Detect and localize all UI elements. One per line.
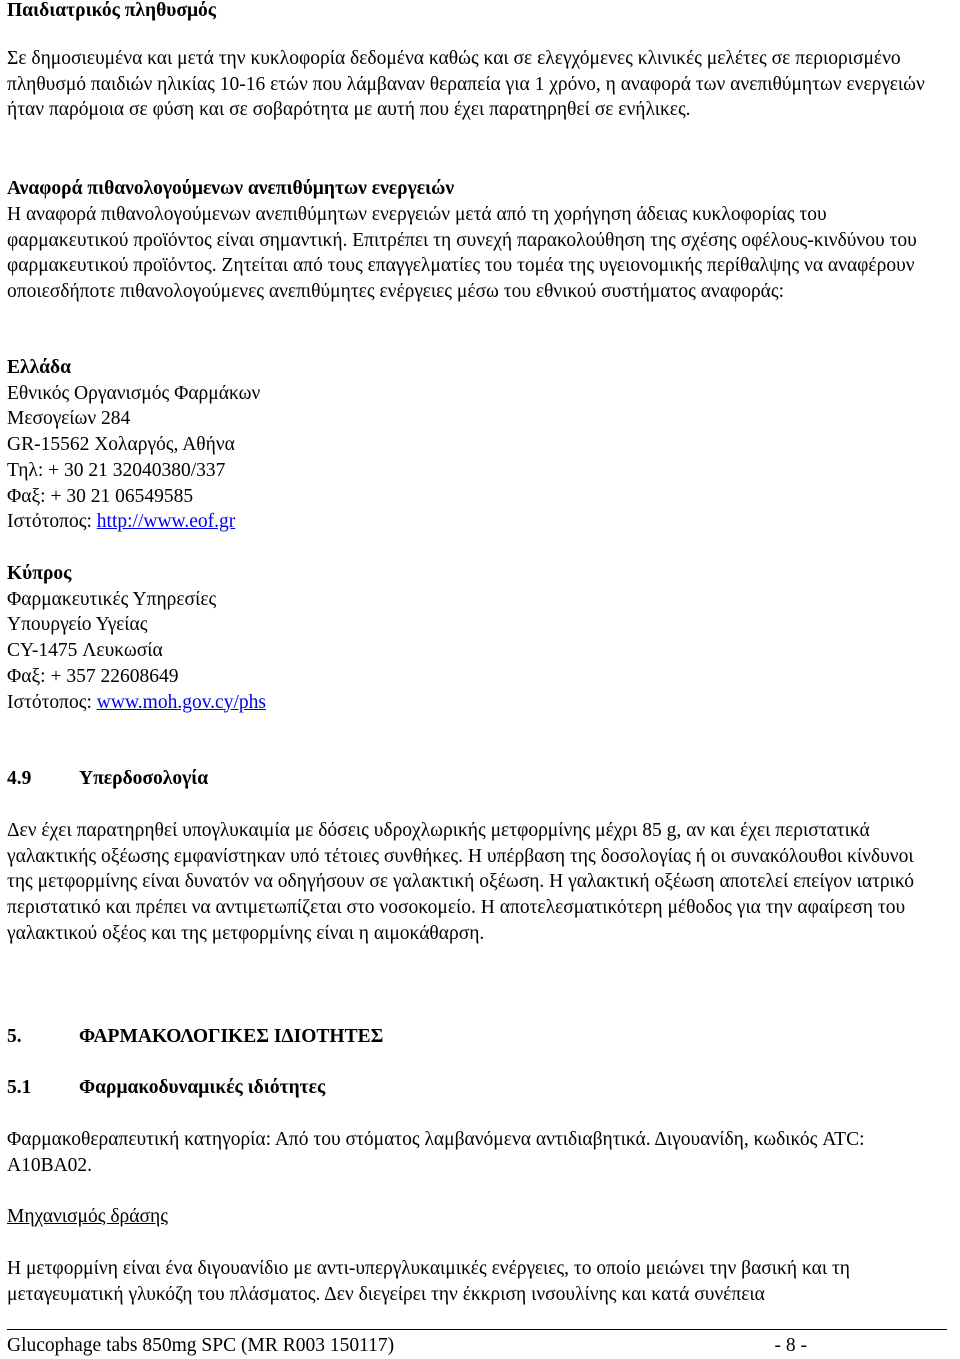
section-title: Φαρμακοδυναμικές ιδιότητες <box>79 1077 326 1098</box>
footer-doc-id: Glucophage tabs 850mg SPC (MR R003 150117) <box>7 1335 395 1356</box>
mechanism-heading: Μηχανισμός δράσης <box>7 1206 168 1227</box>
section-4-9-heading <box>7 766 208 792</box>
reporting-text: Η αναφορά πιθανολογούμενων ανεπιθύμητων ενεργειών μετά από τη χορήγηση άδειας κυκλοφορίας του φαρμακευτικού προϊόντος είναι σημαντική. Επιτρέπει τη συνεχή παρακολούθηση της σχέσης οφέλους-κινδύνου του φαρμακευτικού προϊόντος. Ζητείται από τους επαγγελματίες του τομέα της υγειονομικής περίθαλψης να αναφέρουν οποιεσδήποτε πιθανολογούμενες ανεπιθύμητες ενέργειες μέσω του εθνικού συστήματος αναφοράς: <box>7 204 917 303</box>
greece-site-link[interactable]: http://www.eof.gr <box>96 511 236 533</box>
atc-text: Φαρμακοθεραπευτική κατηγορία: Από του στόματος λαμβανόμενα αντιδιαβητικά. Διγουανίδη, κωδικός ATC: A10BA02. <box>7 1129 865 1176</box>
mechanism-text: Η μετφορμίνη είναι ένα διγουανίδιο με αντι-υπεργλυκαιμικές ενέργειες, το οποίο μειώνει την βασική και τη μεταγευματική γλυκόζη του πλάσματος. Δεν διεγείρει την έκκριση ινσουλίνης και κατά συνέπεια <box>7 1258 850 1305</box>
cyprus-site <box>7 690 942 716</box>
cyprus-site-link[interactable]: www.moh.gov.cy/phs <box>96 691 266 713</box>
section-5-1-heading <box>7 1075 325 1101</box>
cyprus-line: CY-1475 Λευκωσία <box>7 640 163 662</box>
cyprus-line: Φαξ: + 357 22608649 <box>7 665 179 687</box>
section-title: ΦΑΡΜΑΚΟΛΟΓΙΚΕΣ ΙΔΙΟΤΗΤΕΣ <box>79 1026 384 1047</box>
greece-country: Ελλάδα <box>7 357 72 378</box>
cyprus-line: Υπουργείο Υγείας <box>7 614 148 636</box>
cyprus-site-label: Ιστότοπος: <box>7 691 97 713</box>
greece-line: Μεσογείων 284 <box>7 408 131 430</box>
section-number: 5. <box>7 1026 22 1047</box>
cyprus-line: Φαρμακευτικές Υπηρεσίες <box>7 588 217 610</box>
page-number: - 8 - <box>774 1335 807 1356</box>
greece-site <box>7 509 942 535</box>
pediatric-text: Σε δημοσιευμένα και μετά την κυκλοφορία δεδομένα καθώς και σε ελεγχόμενες κλινικές μελέτες σε περιορισμένο πληθυσμό παιδιών ηλικίας 10-16 ετών που λάμβαναν θεραπεία για 1 χρόνο, η αναφορά των ανεπιθύμητων ενεργειών ήταν παρόμοια σε φύση και σε σοβαρότητα με αυτή που έχει παρατηρηθεί σε ενήλικες. <box>7 48 925 121</box>
overdose-text: Δεν έχει παρατηρηθεί υπογλυκαιμία με δόσεις υδροχλωρικής μετφορμίνης μέχρι 85 g, αν και έχει περιστατικά γαλακτικής οξέωσης εμφανίστηκαν υπό τέτοιες συνθήκες. Η υπέρβαση της δοσολογίας ή οι συνακόλουθοι κίνδυνοι της μετφορμίνης είναι δυνατόν να οδηγήσουν σε γαλακτική οξέωση. Η γαλακτική οξέωση αποτελεί επείγον ιατρικό περιστατικό και πρέπει να αντιμετωπίζεται στο νοσοκομείο. Η αποτελεσματικότερη μέθοδος για την αφαίρεση του γαλακτικού οξέος και της μετφορμίνης είναι η αιμοκάθαρση. <box>7 820 915 944</box>
cyprus-country: Κύπρος <box>7 563 72 584</box>
section-number: 4.9 <box>7 768 32 789</box>
cyprus-contact <box>7 561 942 715</box>
greece-line: GR-15562 Χολαργός, Αθήνα <box>7 434 235 456</box>
greece-line: Τηλ: + 30 21 32040380/337 <box>7 459 226 481</box>
reporting-heading: Αναφορά πιθανολογούμενων ανεπιθύμητων ενεργειών <box>7 178 455 199</box>
greece-line: Φαξ: + 30 21 06549585 <box>7 485 194 507</box>
page-footer <box>7 1329 947 1359</box>
greece-contact <box>7 355 942 535</box>
section-title: Υπερδοσολογία <box>79 768 209 789</box>
greece-site-label: Ιστότοπος: <box>7 511 97 533</box>
pediatric-heading: Παιδιατρικός πληθυσμός <box>7 0 217 21</box>
section-5-heading <box>7 1024 383 1050</box>
section-number: 5.1 <box>7 1077 32 1098</box>
greece-line: Εθνικός Οργανισμός Φαρμάκων <box>7 382 261 404</box>
